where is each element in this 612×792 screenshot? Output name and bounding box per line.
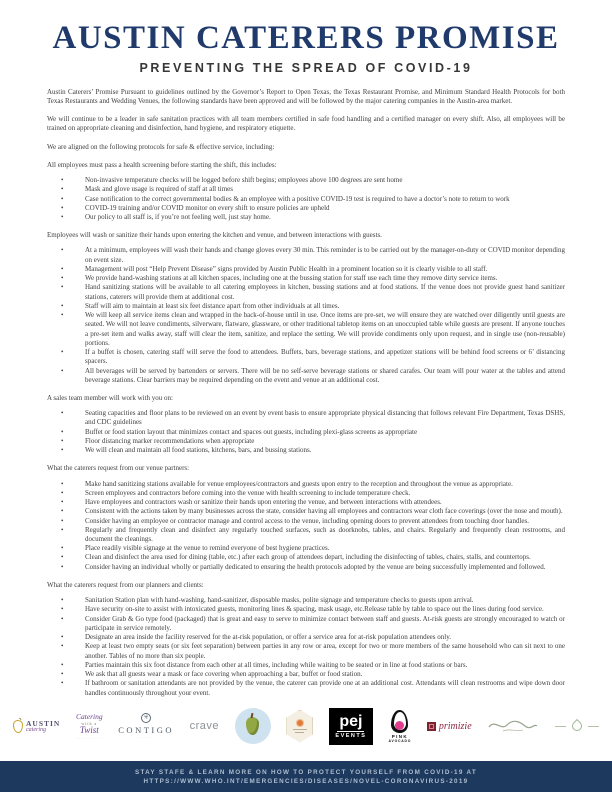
paragraph: We are aligned on the following protocols for safe & effective service, including: (47, 142, 275, 151)
wordmark-text-line (588, 726, 599, 727)
intro-paragraphs (47, 88, 565, 152)
contigo-footnote-line: ····· (138, 735, 155, 740)
austin-catering-wordmark: AUSTIN (26, 719, 61, 728)
bullet-list (47, 176, 565, 222)
bullet-list (47, 596, 565, 698)
wordmark-text-line (555, 726, 566, 727)
blue-circle-badge (235, 708, 271, 744)
austin-catering-sub: catering (26, 727, 46, 733)
hexagon-badge (286, 710, 313, 743)
water-drop-icon (570, 719, 584, 733)
pink-avocado-wordmark-top: PINK (391, 733, 409, 739)
bullet-item: • Consider Grab & Go type food (packaged) that is great and easy to serve to minimize contact between staff and guests. At-risk guests are strongly encouraged to watch or participate in service remotely. (47, 615, 565, 633)
bullet-item: • Consider having an individual wholly or partially dedicated to ensuring the health protocols adopted by the venue are being successfully implemented and followed. (47, 563, 565, 572)
bullet-item: • Mask and glove usage is required of staff at all times (47, 185, 565, 194)
green-pear-icon (246, 717, 259, 735)
bullet-item: • Staff will aim to maintain at least six feet distance apart from other individuals at all times. (47, 302, 565, 311)
bullet-item: • Designate an area inside the facility reserved for the at-risk population, or offer a service area for at-risk population attendees only. (47, 633, 565, 642)
austin-catering-logo (13, 719, 60, 733)
primizie-logo (427, 721, 472, 732)
document-header (0, 0, 612, 75)
pink-avocado-logo (389, 710, 412, 743)
bullet-item: • Regularly and frequently clean and disinfect any regularly touched surfaces, such as doorknobs, tables, and chairs. Regularly and frequently clean restrooms, and document the cleanings. (47, 526, 565, 544)
section-lead: What the caterers request from our venue partners: (47, 464, 190, 473)
banner-message: STAY STAFE & LEARN MORE ON HOW TO PROTECT YOURSELF FROM COVID-19 AT (134, 768, 478, 776)
paragraph: We will continue to be a leader in safe sanitation practices with all team members certified in safe food handling and a certified manager on every shift. Also, all employees will be trained on appropriate cleaning and disinfection, hand hygiene, and respiratory etiquette. (47, 115, 565, 133)
pej-events-label: EVENTS (335, 732, 367, 739)
partner-logos-strip (0, 696, 612, 756)
avocado-icon (391, 710, 408, 733)
bullet-item: • We will clean and maintain all food stations, kitchens, bars, and bussing stations. (47, 446, 565, 455)
section-lead: Employees will wash or sanitize their hands upon entering the kitchen and venue, and between interactions with guests. (47, 231, 382, 240)
bullet-item: • Have employees and contractors wash or sanitize their hands upon entering the venue, and between interactions with attendees. (47, 498, 565, 507)
who-url-link[interactable]: HTTPS://WWW.WHO.INT/EMERGENCIES/DISEASES/NOVEL-CORONAVIRUS-2019 (143, 777, 469, 785)
protocol-section (47, 161, 565, 222)
primizie-square-icon (427, 722, 436, 731)
bullet-item: • If bathroom or sanitation attendants are not provided by the venue, the caterer can provide one at an additional cost. Attendants will clean restrooms and wipe down door handles continuously throughout your event. (47, 679, 565, 697)
bullet-list (47, 246, 565, 385)
paragraph: Austin Caterers’ Promise Pursuant to guidelines outlined by the Governor’s Report to Open Texas, the Texas Restaurant Promise, and Minimum Standard Health Protocols for both Texas Restaurants and Wedding Venues, the following standards have been approved and will be followed by the major catering companies in the Austin-area market. (47, 87, 565, 105)
bullet-item: • At a minimum, employees will wash their hands and change gloves every 30 min. This reminder is to be carried out by the manager-on-duty or COVID monitor depending on event size. (47, 246, 565, 264)
twist-wordmark-bottom: Twist (79, 724, 99, 735)
bullet-item: • Parties maintain this six foot distance from each other at all times, including while waiting to be seated or in line at food stations or bars. (47, 661, 565, 670)
protocol-section (47, 231, 565, 385)
bullet-item: • Keep at least two empty seats (or six feet separation) between parties in any row or area, except for two or more members of the same household who can sit next to one another. Tables of no more than six people. (47, 642, 565, 660)
twist-wordmark-top: Catering (75, 711, 103, 721)
document-body (0, 75, 612, 698)
bullet-item: • Screen employees and contractors before coming into the venue with health screening to include temperature check. (47, 489, 565, 498)
bullet-list (47, 409, 565, 455)
crave-wordmark: crave (189, 720, 220, 732)
bullet-item: • Clean and disinfect the area used for dining (table, etc.) after each group of attendees depart, including the disinfecting of tables, chairs, stalls, and countertops. (47, 553, 565, 562)
contigo-knot-icon: ✳ (141, 713, 151, 723)
protocol-section (47, 581, 565, 698)
bullet-item: • Consistent with the actions taken by many businesses across the state, consider having all employees and contractors wear cloth face coverings (over the nose and mouth). (47, 507, 565, 516)
bullet-item: • Make hand sanitizing stations available for venue employees/contractors and guests upon entry to the reception and throughout the venue as appropriate. (47, 480, 565, 489)
section-lead: A sales team member will work with you on: (47, 393, 173, 402)
page-subtitle: PREVENTING THE SPREAD OF COVID-19 (139, 60, 473, 75)
pink-pit-icon (395, 721, 404, 730)
badge-text-line (295, 732, 304, 733)
covid-info-banner (0, 761, 612, 792)
catering-with-a-twist-logo (76, 712, 103, 741)
script-squiggle-icon (487, 717, 539, 735)
bullet-item: • Our policy to all staff is, if you’re not feeling well, just stay home. (47, 213, 565, 222)
bullet-item: • Management will post “Help Prevent Disease” signs provided by Austin Public Health in a prominent location so it is clearly visible to all staff. (47, 265, 565, 274)
primizie-wordmark: primizie (438, 720, 472, 732)
bullet-item: • Have security on-site to assist with intoxicated guests, monitoring lines & spacing, mask usage, etc.Release table by table to space out the lines during food service. (47, 605, 565, 614)
twist-wordmark-mid: with a (81, 720, 98, 726)
bullet-item: • Place readily visible signage at the venue to remind everyone of best hygiene practices. (47, 544, 565, 553)
bullet-item: • Floor distancing marker recommendations when appropriate (47, 437, 565, 446)
peach-hex-badge-logo (286, 710, 313, 743)
bullet-item: • We ask that all guests wear a mask or face covering when approaching a bar, buffet or food station. (47, 670, 565, 679)
contigo-wordmark: CONTIGO (118, 724, 175, 735)
bullet-item: • Consider having an employee or contractor manage and control access to the venue, including opening doors to prevent attendees from touching door handles. (47, 517, 565, 526)
bullet-item: • COVID-19 training and/or COVID monitor on every shift to ensure policies are upheld (47, 204, 565, 213)
bullet-item: • Seating capacities and floor plans to be reviewed on an event by event basis to ensure appropriate physical distancing that follows relevant Fire Department, Texas DSHS, and CDC guidelines (47, 409, 565, 427)
bullet-item: • We will keep all service items clean and wrapped in the back-of-house until in use. Once items are pre-set, we will ensure they are watched over diligently until guests are seated. We will not leave condiments, silverware, flatware, glassware, or other traditional tabletop items on an unoccupied table while guests are present. If anyone touches a pre-set item and walks away, staff will clear the item, sanitize, and replace the setting. We will provide condiments only upon request, and in single use (non-reusable) portions. (47, 311, 565, 348)
bullet-item: • Buffet or food station layout that minimizes contact and spaces out guests, including plexi-glass screens as appropriate (47, 428, 565, 437)
pej-wordmark: pej (339, 712, 363, 730)
bullet-item: • If a buffet is chosen, catering staff will serve the food to attendees. Buffets, bars, beverage stations, and appetizer stations will be behind food screens or 6’ distancing spacers. (47, 348, 565, 366)
bullet-item: • We provide hand-washing stations at all kitchen spaces, including one at the bussing station for staff use each time they remove dirty service items. (47, 274, 565, 283)
contigo-logo (118, 713, 174, 740)
bullet-item: • All beverages will be served by bartenders or servers. There will be no self-serve beverage stations or shared carafes. Our team will pour water at the tables and attend beverage stations. Clear barriers may be required depending on the event and venue at an additional cost. (47, 367, 565, 385)
badge-text-line (293, 729, 307, 730)
drop-wordmark-logo (555, 721, 599, 731)
gold-pear-icon (13, 720, 23, 733)
pej-events-logo (329, 708, 373, 745)
bullet-item: • Case notification to the correct governmental bodies & an employee with a positive COVID-19 test is required to have a doctor’s note to return to work (47, 195, 565, 204)
protocol-section (47, 464, 565, 572)
bullet-list (47, 480, 565, 572)
section-lead: All employees must pass a health screening before starting the shift, this includes: (47, 160, 277, 169)
bullet-item: • Sanitation Station plan with hand-washing, hand-sanitizer, disposable masks, polite signage and temperature checks to guests upon arrival. (47, 596, 565, 605)
page-title: AUSTIN CATERERS PROMISE (52, 20, 560, 56)
pear-badge-logo (235, 708, 271, 744)
protocol-section (47, 394, 565, 455)
peach-icon (296, 719, 304, 727)
twist-footnote-line: ·········· (75, 736, 103, 741)
section-lead: What the caterers request from our planners and clients: (47, 580, 204, 589)
bullet-item: • Non-invasive temperature checks will be logged before shift begins; employees above 100 degrees are sent home (47, 176, 565, 185)
pink-avocado-wordmark-bottom: AVOCADO (388, 738, 412, 743)
crave-logo (190, 720, 219, 732)
script-wordmark-logo (487, 717, 539, 735)
bullet-item: • Hand sanitizing stations will be available to all catering employees in kitchen, bussing stations and at food stations. If the venue does not provide guest hand sanitizer stations, caterers will provide them at additional cost. (47, 283, 565, 301)
protocol-sections (47, 161, 565, 698)
pej-black-box (329, 708, 373, 745)
